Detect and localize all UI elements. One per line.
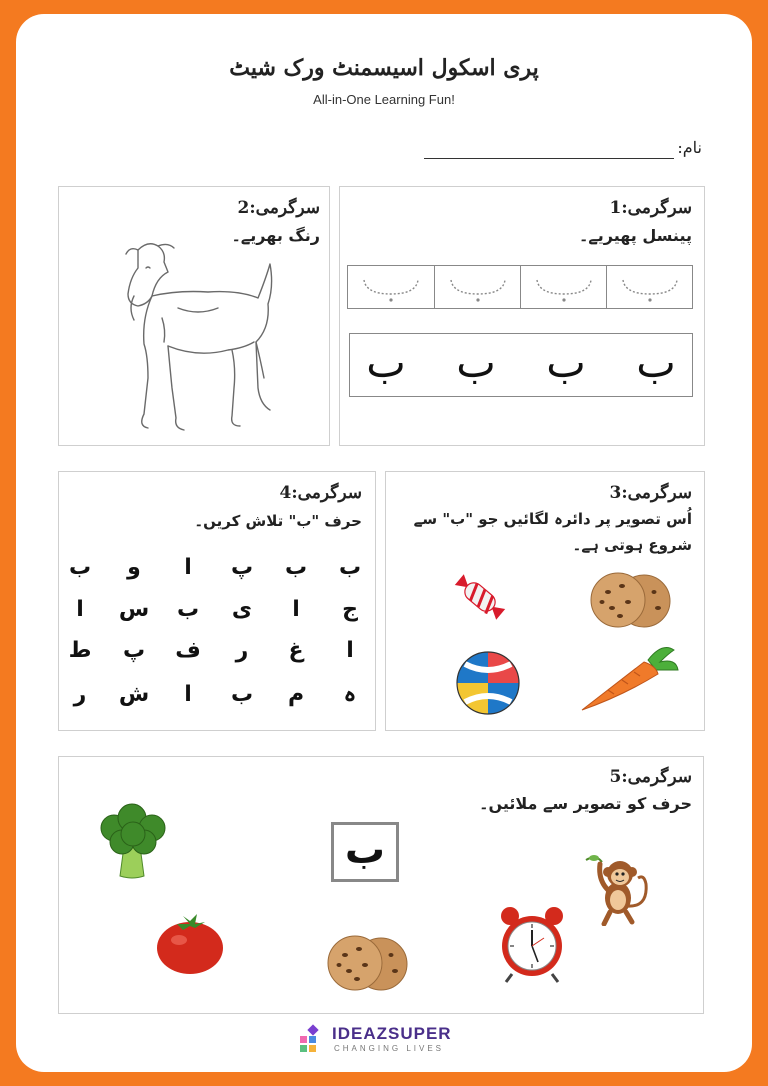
- grid-letter[interactable]: ا: [76, 597, 84, 622]
- letter-sample: ب: [456, 338, 496, 387]
- activity3-instruction-line2: شروع ہوتی ہے۔: [572, 536, 692, 554]
- activity2-title: سرگرمی:2: [237, 198, 320, 218]
- grid-letter[interactable]: پ: [122, 638, 146, 663]
- grid-letter[interactable]: ا: [184, 555, 192, 580]
- trace-cell[interactable]: [434, 266, 520, 308]
- logo-mark-icon: [298, 1024, 328, 1054]
- grid-letter[interactable]: غ: [288, 638, 304, 663]
- carrot-icon[interactable]: [578, 640, 682, 714]
- grid-letter[interactable]: ر: [235, 638, 249, 663]
- grid-letter[interactable]: ج: [342, 597, 358, 622]
- grid-letter[interactable]: ہ: [343, 682, 357, 707]
- letters-strip: [349, 333, 693, 397]
- grid-letter[interactable]: ی: [231, 597, 253, 622]
- grid-letter[interactable]: ب: [338, 555, 362, 580]
- trace-strip[interactable]: [347, 265, 693, 309]
- goat-icon[interactable]: [108, 238, 280, 434]
- brand-name: IDEAZSUPER: [332, 1024, 452, 1043]
- name-underline: [424, 158, 674, 159]
- grid-letter[interactable]: ط: [68, 638, 92, 663]
- grid-letter[interactable]: ا: [292, 597, 300, 622]
- grid-letter[interactable]: و: [127, 555, 141, 580]
- grid-letter[interactable]: ر: [73, 682, 87, 707]
- grid-letter[interactable]: ب: [284, 555, 308, 580]
- activity3-instruction-line1: اُس تصویر پر دائرہ لگائیں جو "ب" سے: [413, 510, 692, 528]
- letter-sample: ب: [636, 338, 676, 387]
- activity5-instruction: حرف کو تصویر سے ملائیں۔: [479, 794, 692, 813]
- grid-letter[interactable]: ب: [176, 597, 200, 622]
- tomato-icon[interactable]: [155, 912, 225, 976]
- grid-letter[interactable]: ب: [230, 682, 254, 707]
- grid-letter[interactable]: ا: [346, 638, 354, 663]
- grid-letter[interactable]: پ: [230, 555, 254, 580]
- monkey-icon[interactable]: [582, 850, 654, 926]
- letter-sample: ب: [546, 338, 586, 387]
- page-title: پری اسکول اسیسمنٹ ورک شیٹ: [229, 55, 539, 81]
- grid-letter[interactable]: م: [287, 682, 305, 707]
- candy-icon[interactable]: [445, 562, 515, 632]
- activity4-instruction: حرف "ب" تلاش کریں۔: [194, 512, 362, 530]
- letter-sample: ب: [366, 338, 406, 387]
- grid-letter[interactable]: ا: [184, 682, 192, 707]
- trace-cell[interactable]: [520, 266, 606, 308]
- grid-letter[interactable]: س: [118, 597, 150, 622]
- page-subtitle: All-in-One Learning Fun!: [313, 92, 455, 107]
- ball-icon[interactable]: [455, 650, 521, 716]
- activity2-instruction: رنگ بھریے۔: [231, 226, 320, 245]
- brand-tagline: CHANGING LIVES: [334, 1044, 445, 1053]
- cookies-icon[interactable]: [588, 570, 674, 630]
- grid-letter[interactable]: ش: [118, 682, 150, 707]
- alarm-clock-icon[interactable]: [498, 904, 566, 984]
- grid-letter[interactable]: ب: [68, 555, 92, 580]
- cookies-icon[interactable]: [325, 933, 411, 993]
- broccoli-icon[interactable]: [96, 802, 170, 880]
- brand-logo[interactable]: [298, 1022, 478, 1062]
- target-letter-box: ب: [331, 822, 399, 882]
- activity3-title: سرگرمی:3: [609, 483, 692, 503]
- activity1-title: سرگرمی:1: [609, 198, 692, 218]
- trace-cell[interactable]: [348, 266, 434, 308]
- activity5-title: سرگرمی:5: [609, 767, 692, 787]
- grid-letter[interactable]: ف: [175, 638, 201, 663]
- activity4-title: سرگرمی:4: [279, 483, 362, 503]
- activity1-instruction: پینسل پھیریے۔: [578, 226, 692, 245]
- name-field[interactable]: [420, 138, 720, 164]
- name-label: نام:: [677, 138, 702, 157]
- trace-cell[interactable]: [606, 266, 692, 308]
